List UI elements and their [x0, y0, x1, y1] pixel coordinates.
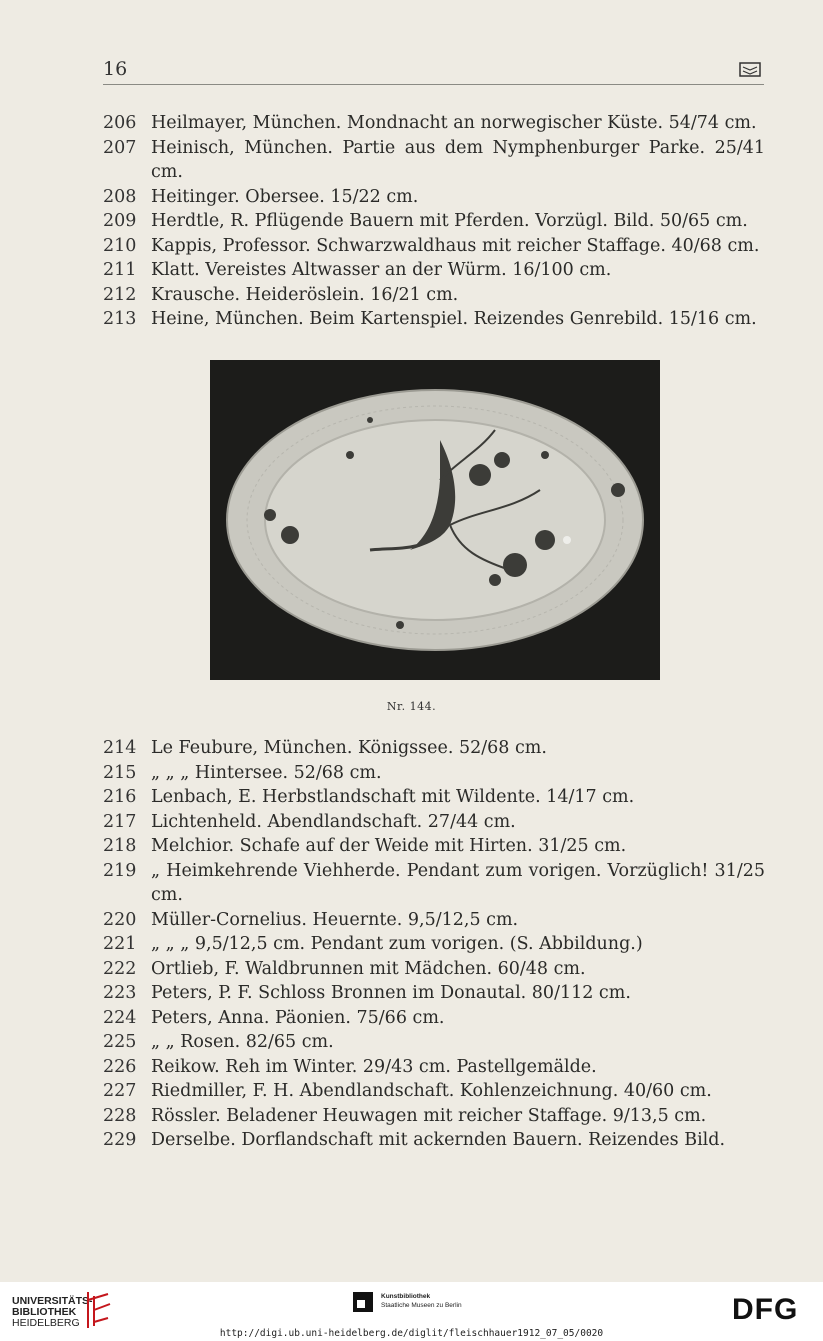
- entry-text: „ „ Rosen. 82/65 cm.: [151, 1032, 334, 1052]
- entry-text: Riedmiller, F. H. Abendlandschaft. Kohlenzeichnung. 40/60 cm.: [151, 1081, 712, 1101]
- entry-number: 222: [103, 958, 137, 979]
- kb-line-2: Staatliche Museen zu Berlin: [381, 1302, 462, 1309]
- entry-text: Heinisch, München. Partie aus dem Nymphenburger Parke. 25/41 cm.: [151, 137, 765, 182]
- catalog-entry: [103, 785, 765, 810]
- entry-text: Müller-Cornelius. Heuernte. 9,5/12,5 cm.: [151, 909, 519, 930]
- entry-number: 218: [103, 836, 137, 856]
- entry-number: 219: [103, 860, 137, 881]
- catalog-entry: [103, 1055, 765, 1080]
- catalog-entry: [103, 908, 765, 933]
- entry-text: Peters, Anna. Päonien. 75/66 cm.: [151, 1007, 445, 1028]
- entry-text: Le Feubure, München. Königssee. 52/68 cm.: [151, 738, 547, 758]
- catalog-entry: [103, 834, 765, 859]
- entry-number: 215: [103, 762, 137, 783]
- entry-text: Derselbe. Dorflandschaft mit ackernden Bauern. Reizendes Bild.: [151, 1130, 726, 1150]
- entry-number: 220: [103, 909, 137, 930]
- dfg-logo[interactable]: DFG: [732, 1293, 799, 1326]
- figure-caption: Nr. 144.: [386, 700, 437, 713]
- catalog-entry: [103, 136, 765, 185]
- entry-number: 208: [103, 186, 137, 207]
- entry-number: 217: [103, 811, 137, 832]
- catalog-list-bottom: [103, 736, 765, 1153]
- catalog-entry: [103, 736, 765, 761]
- entry-number: 212: [103, 284, 137, 305]
- kb-line-1: Kunstbibliothek: [381, 1293, 431, 1300]
- ub-heidelberg-logo-text[interactable]: [12, 1296, 93, 1329]
- catalog-entry: [103, 761, 765, 786]
- kunstbibliothek-logo-icon: [351, 1290, 375, 1314]
- kunstbibliothek-logo-text[interactable]: [381, 1292, 462, 1310]
- entry-number: 223: [103, 983, 137, 1003]
- entry-number: 216: [103, 787, 137, 807]
- ub-line-1: UNIVERSITÄTS-: [12, 1295, 93, 1307]
- entry-text: Melchior. Schafe auf der Weide mit Hirten. 31/25 cm.: [151, 836, 627, 856]
- header-rule: [103, 84, 764, 85]
- ub-line-3: HEIDELBERG: [12, 1317, 80, 1329]
- catalog-entry: [103, 1006, 765, 1031]
- entry-text: Heine, München. Beim Kartenspiel. Reizendes Genrebild. 15/16 cm.: [151, 309, 757, 329]
- catalog-entry: [103, 234, 765, 259]
- entry-text: „ „ „ 9,5/12,5 cm. Pendant zum vorigen. (S. Abbildung.): [151, 934, 643, 954]
- entry-text: Herdtle, R. Pflügende Bauern mit Pferden. Vorzügl. Bild. 50/65 cm.: [151, 211, 748, 231]
- entry-number: 224: [103, 1007, 137, 1028]
- porcelain-platter-photo: [210, 360, 660, 680]
- catalog-entry: [103, 185, 765, 210]
- entry-text: Klatt. Vereistes Altwasser an der Würm. 16/100 cm.: [151, 260, 612, 280]
- catalog-entry: [103, 209, 765, 234]
- entry-number: 214: [103, 738, 137, 758]
- catalog-entry: [103, 932, 765, 957]
- catalog-entry: [103, 307, 765, 332]
- entry-text: Krausche. Heideröslein. 16/21 cm.: [151, 284, 459, 305]
- entry-text: „ „ „ Hintersee. 52/68 cm.: [151, 762, 382, 783]
- catalog-list-top: [103, 111, 765, 332]
- entry-number: 229: [103, 1130, 137, 1150]
- catalog-entry: [103, 859, 765, 908]
- entry-text: „ Heimkehrende Viehherde. Pendant zum vorigen. Vorzüglich! 31/25 cm.: [151, 860, 765, 905]
- entry-number: 207: [103, 137, 137, 158]
- catalog-entry: [103, 981, 765, 1006]
- entry-number: 225: [103, 1032, 137, 1052]
- entry-text: Lenbach, E. Herbstlandschaft mit Wildente. 14/17 cm.: [151, 787, 635, 807]
- book-icon: [739, 62, 761, 77]
- entry-text: Reikow. Reh im Winter. 29/43 cm. Pastellgemälde.: [151, 1056, 597, 1077]
- catalog-entry: [103, 957, 765, 982]
- ub-line-2: BIBLIOTHEK: [12, 1306, 77, 1318]
- entry-number: 210: [103, 235, 137, 256]
- entry-number: 228: [103, 1105, 137, 1126]
- catalog-entry: [103, 1030, 765, 1055]
- ub-heidelberg-logo-icon: [82, 1290, 114, 1330]
- entry-text: Peters, P. F. Schloss Bronnen im Donautal. 80/112 cm.: [151, 983, 631, 1003]
- entry-text: Ortlieb, F. Waldbrunnen mit Mädchen. 60/48 cm.: [151, 958, 586, 979]
- entry-text: Heitinger. Obersee. 15/22 cm.: [151, 186, 419, 207]
- entry-text: Lichtenheld. Abendlandschaft. 27/44 cm.: [151, 811, 516, 832]
- entry-number: 206: [103, 113, 137, 133]
- entry-text: Heilmayer, München. Mondnacht an norwegischer Küste. 54/74 cm.: [151, 113, 757, 133]
- entry-number: 213: [103, 309, 137, 329]
- entry-number: 226: [103, 1056, 137, 1077]
- catalog-entry: [103, 283, 765, 308]
- catalog-entry: [103, 1104, 765, 1129]
- entry-text: Kappis, Professor. Schwarzwaldhaus mit reicher Staffage. 40/68 cm.: [151, 235, 760, 256]
- entry-number: 227: [103, 1081, 137, 1101]
- entry-number: 221: [103, 934, 137, 954]
- page-number: 16: [103, 58, 128, 80]
- source-url[interactable]: http://digi.ub.uni-heidelberg.de/diglit/fleischhauer1912_07_05/0020: [219, 1328, 604, 1339]
- catalog-entry: [103, 1079, 765, 1104]
- catalog-entry: [103, 1128, 765, 1153]
- entry-number: 211: [103, 260, 137, 280]
- catalog-entry: [103, 111, 765, 136]
- entry-number: 209: [103, 211, 137, 231]
- entry-text: Rössler. Beladener Heuwagen mit reicher Staffage. 9/13,5 cm.: [151, 1105, 707, 1126]
- catalog-entry: [103, 810, 765, 835]
- catalog-entry: [103, 258, 765, 283]
